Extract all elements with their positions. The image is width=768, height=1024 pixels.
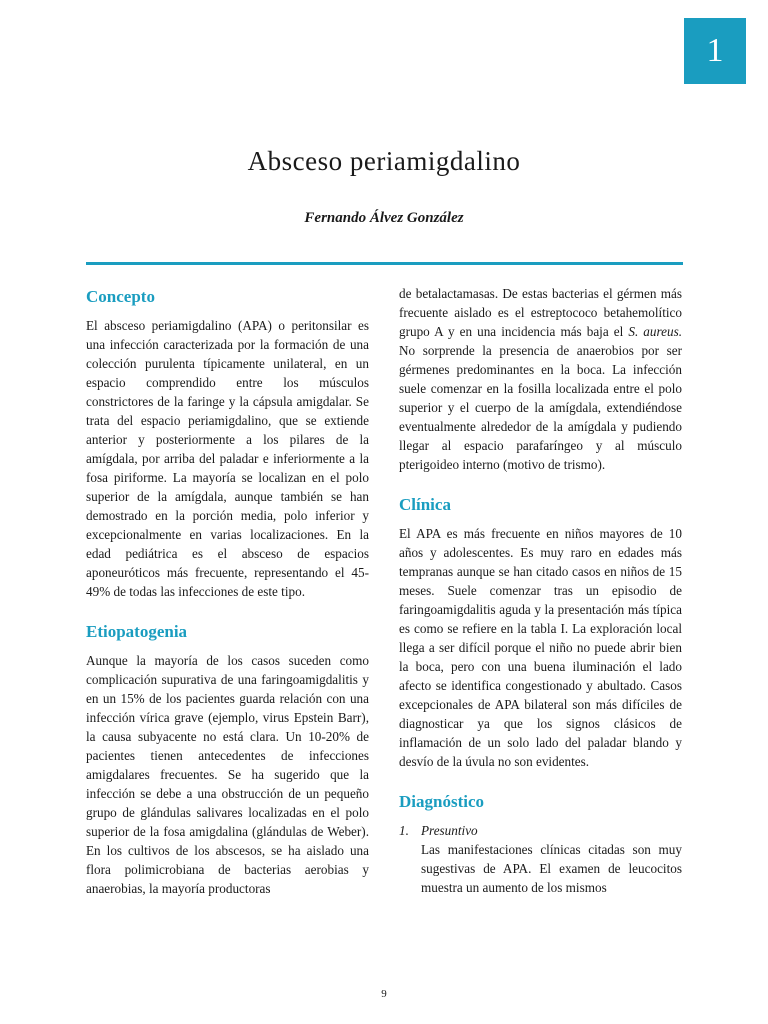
subsection-number: 1. xyxy=(399,823,409,838)
spacer xyxy=(399,474,682,492)
page-title: Absceso periamigdalino xyxy=(247,146,521,176)
etiopatogenia-text-a: de betalactamasas. De estas bacterias el gérmen más frecuente aislado es el estreptococo betahemolítico grupo A y en una incidencia más baja el xyxy=(399,286,682,339)
section-body-concepto: El absceso periamigdalino (APA) o peritonsilar es una infección caracterizada por la formación de una colección purulenta típicamente unilateral, en un espacio comprendido entre los músculos constrictores de la faringe y la cápsula amigdalar. Se trata del espacio periamigdalino, que se extiende anterior y posteriormente a los pilares de la amígdala, por arriba del paladar e inferiormente a la fosa piriforme. La mayoría se localizan en el polo superior de la amígdala, aunque también se han demostrado en la porción media, polo inferior y excepcionalmente en varias localizaciones. En la edad pediátrica es el absceso de espacios aponeuróticos más frecuente, representando el 45-49% de todas las infecciones de este tipo. xyxy=(86,318,369,599)
etiopatogenia-species: S. aureus. xyxy=(628,324,682,339)
section-heading-concepto: Concepto xyxy=(86,287,155,306)
left-column xyxy=(86,284,369,898)
chapter-number: 1 xyxy=(706,32,724,69)
section-body-clinica: El APA es más frecuente en niños mayores de 10 años y adolescentes. Es muy raro en edades más tempranas aunque se han citado casos en niños de 15 meses. Suele comenzar tras un episodio de faringoamigdalitis aguda y la presentación más típica es como se refiere en la tabla I. La exploración local llega a ser difícil porque el niño no puede abrir bien la boca, pero con una buena iluminación el lado afecto se identifica congestionado y abultado. Casos excepcionales de APA bilateral son más difíciles de diagnosticar ya que los signos clásicos de inflamación de un solo lado del paladar blando y desvío de la úvula no son evidentes. xyxy=(399,526,682,769)
page-number: 9 xyxy=(381,988,387,1000)
spacer xyxy=(399,771,682,789)
subsection-heading-presuntivo xyxy=(399,821,682,840)
right-column xyxy=(399,284,682,897)
section-heading-clinica: Clínica xyxy=(399,495,451,514)
header-divider xyxy=(86,262,683,265)
section-body-etiopatogenia-part1: Aunque la mayoría de los casos suceden como complicación supurativa de una faringoamigdalitis y en un 15% de los pacientes guarda relación con una infección vírica grave (ejemplo, virus Epstein Barr), la causa subyacente no está clara. Un 10-20% de pacientes tienen antecedentes de infecciones amigdalares frecuentes. Se ha sugerido que la infección se debe a una obstrucción de un pequeño grupo de glándulas salivares localizadas en el polo superior de la fosa amigdalina (glándulas de Weber). En los cultivos de los abscesos, se ha aislado una flora polimicrobiana de bacterias aerobias y anaerobias, la mayoría productoras xyxy=(86,653,369,896)
section-body-diagnostico: Las manifestaciones clínicas citadas son muy sugestivas de APA. El examen de leucocitos muestra un aumento de los mismos xyxy=(421,842,682,895)
etiopatogenia-text-b: No sorprende la presencia de anaerobios por ser gérmenes predominantes en la boca. La infección suele comenzar en la fosilla localizada entre el polo superior y el cuerpo de la amígdala, extendiéndose eventualmente alrededor de la amígdala y pudiendo llegar al espacio parafaríngeo y al músculo pterigoideo interno (motivo de trismo). xyxy=(399,343,682,472)
chapter-number-badge xyxy=(684,18,746,84)
section-body-etiopatogenia-part2 xyxy=(399,284,682,474)
spacer xyxy=(86,601,369,619)
section-heading-diagnostico: Diagnóstico xyxy=(399,792,484,811)
section-heading-etiopatogenia: Etiopatogenia xyxy=(86,622,188,641)
subsection-title: Presuntivo xyxy=(421,823,478,838)
author-name: Fernando Álvez González xyxy=(304,210,464,226)
